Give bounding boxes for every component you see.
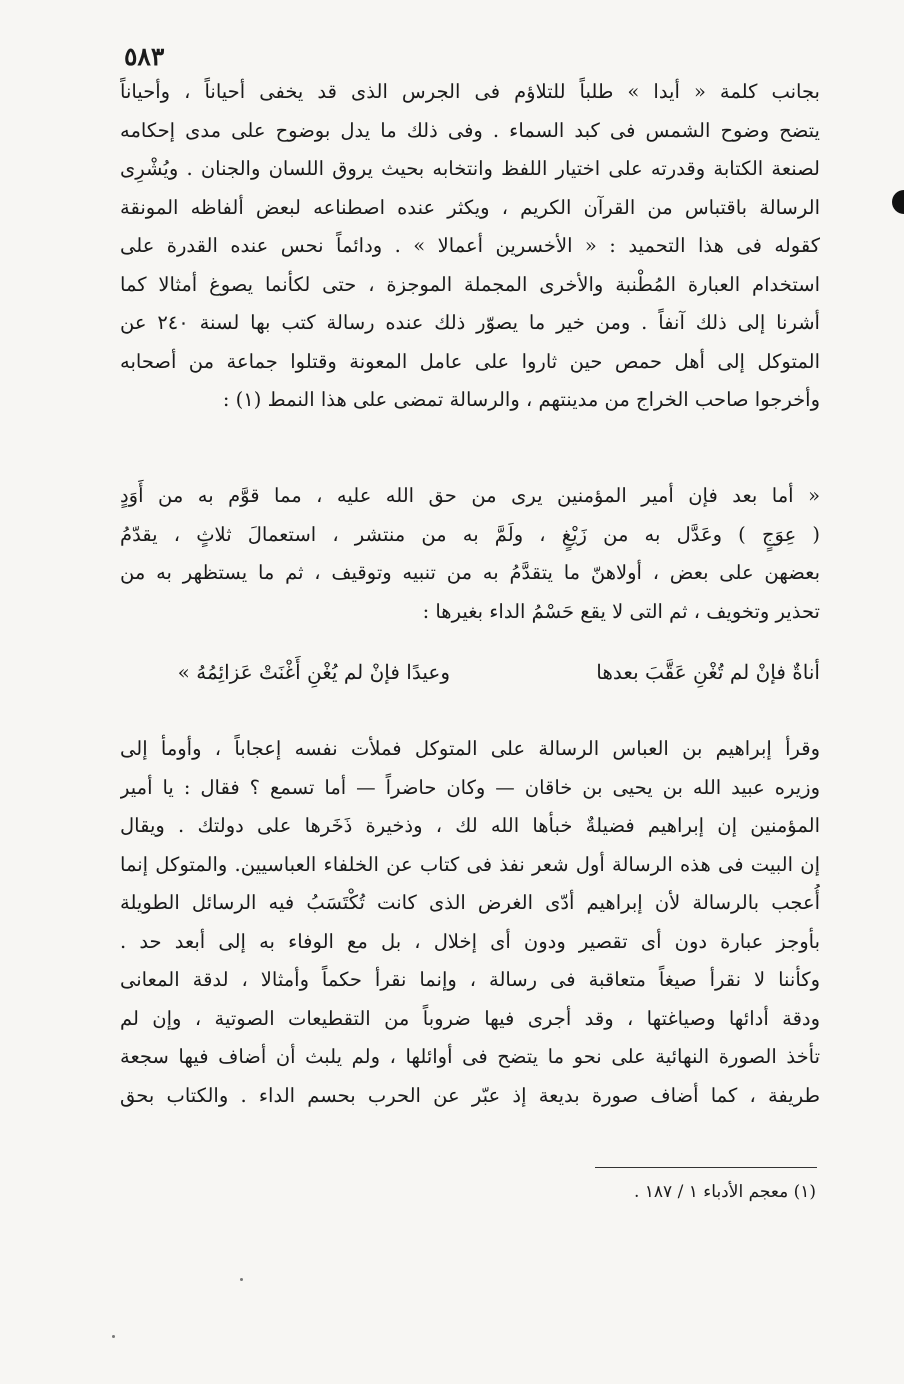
text-line: تحذير وتخويف ، ثم التى لا يقع حَسْمُ الداء بغيرها : [422,599,820,623]
text-line: بجانب كلمة « أيدا » طلباً للتلاؤم فى الجرس الذى قد يخفى أحياناً ، وأحياناً [120,80,820,103]
text-line: وأخرجوا صاحب الخراج من مدينتهم ، والرسالة تمضى على هذا النمط (١) : [222,388,820,411]
poetry-verse [120,650,820,694]
margin-ink-mark [892,190,904,214]
footnote: (١) معجم الأدباء ١ / ١٨٧ . [633,1182,816,1202]
paragraph-1 [120,73,820,420]
verse-first-hemistich: أناةٌ فإنْ لم تُغْنِ عَقَّبَ بعدها [596,660,820,684]
footnote-separator [595,1167,817,1168]
paper-speck [112,1335,115,1338]
paper-speck [240,1278,243,1281]
text-line: إن البيت فى هذه الرسالة أول شعر نفذ فى كتاب عن الخلفاء العباسيين. والمتوكل إنما [120,852,820,876]
text-line: لصنعة الكتابة وقدرته على اختيار اللفظ وانتخابه بحيث يروق اللسان والجنان . ويُشْرِى [120,157,820,180]
text-line: « أما بعد فإن أمير المؤمنين يرى من حق الله عليه ، مما قوَّم به من أَوَدٍ [120,484,820,507]
paragraph-3 [120,730,820,1115]
text-line: ودقة أدائها وصياغتها ، وقد أجرى فيها ضروباً من التقطيعات الصوتية ، وإن لم [120,1006,820,1030]
text-line: استخدام العبارة المُطْنبة والأخرى المجملة الموجزة ، حتى لكأنما يصوغ أمثالا كما [120,272,820,296]
text-line: بعضهن على بعض ، أولاهنّ ما يتقدَّمُ به من تنبيه وتوقيف ، ثم ما يستظهر به من [120,561,820,584]
text-line: ( عِوَجٍ ) وعَدَّل به من زَيْغٍ ، ولَمَّ به من منتشر ، استعمالَ ثلاثٍ ، يقدّمُ [120,522,820,546]
text-line: الرسالة باقتباس من القرآن الكريم ، ويكثر عنده اصطناعه لبعض ألفاظه المونقة [120,195,820,219]
quoted-letter [120,477,820,631]
text-line: وزيره عبيد الله بن يحيى بن خاقان — وكان حاضراً — أما تسمع ؟ فقال : يا أمير [120,775,820,799]
verse-second-hemistich: وعيدًا فإنْ لم يُغْنِ أَغْنَتْ عَزائِمُهُ » [177,660,450,684]
text-line: وكأننا لا نقرأ صيغاً متعاقبة فى رسالة ، وإنما نقرأ حكماً وأمثالا ، لدقة المعانى [120,968,820,991]
text-line: أشرنا إلى ذلك آنفاً . ومن خير ما يصوّر ذلك عنده رسالة كتب بها لسنة ٢٤٠ عن [120,311,820,334]
text-line: بأوجز عبارة دون أى تقصير ودون أى إخلال ، بل مع الوفاء به إلى أبعد حد . [120,929,820,953]
text-line: المتوكل إلى أهل حمص حين ثاروا على عامل المعونة وقتلوا جماعة من أصحابه [120,349,820,373]
text-line: كقوله فى هذا التحميد : « الأخسرين أعمالا » . ودائماً نحس عنده القدرة على [120,234,820,257]
page-number: ٥٨٣ [124,42,165,71]
text-line: المؤمنين إن إبراهيم فضيلةٌ خبأها الله لك ، وذخيرة ذَخَرها على دولتك . ويقال [120,814,820,837]
text-line: وقرأ إبراهيم بن العباس الرسالة على المتوكل فملأت نفسه إعجاباً ، وأومأ إلى [120,737,820,760]
text-line: أُعجب بالرسالة لأن إبراهيم أدّى الغرض الذى كانت تُكْتَسَبُ فيه الرسائل الطويلة [120,891,820,914]
text-line: يتضح وضوح الشمس فى كبد السماء . وفى ذلك ما يدل بوضوح على مدى إحكامه [120,118,820,142]
text-line: تأخذ الصورة النهائية على نحو ما يتضح فى أوائلها ، ولم يلبث أن أضاف فيها سجعة [120,1045,820,1068]
text-line: طريفة ، كما أضاف صورة بديعة إذ عبّر عن الحرب بحسم الداء . والكتاب بحق [120,1083,820,1107]
